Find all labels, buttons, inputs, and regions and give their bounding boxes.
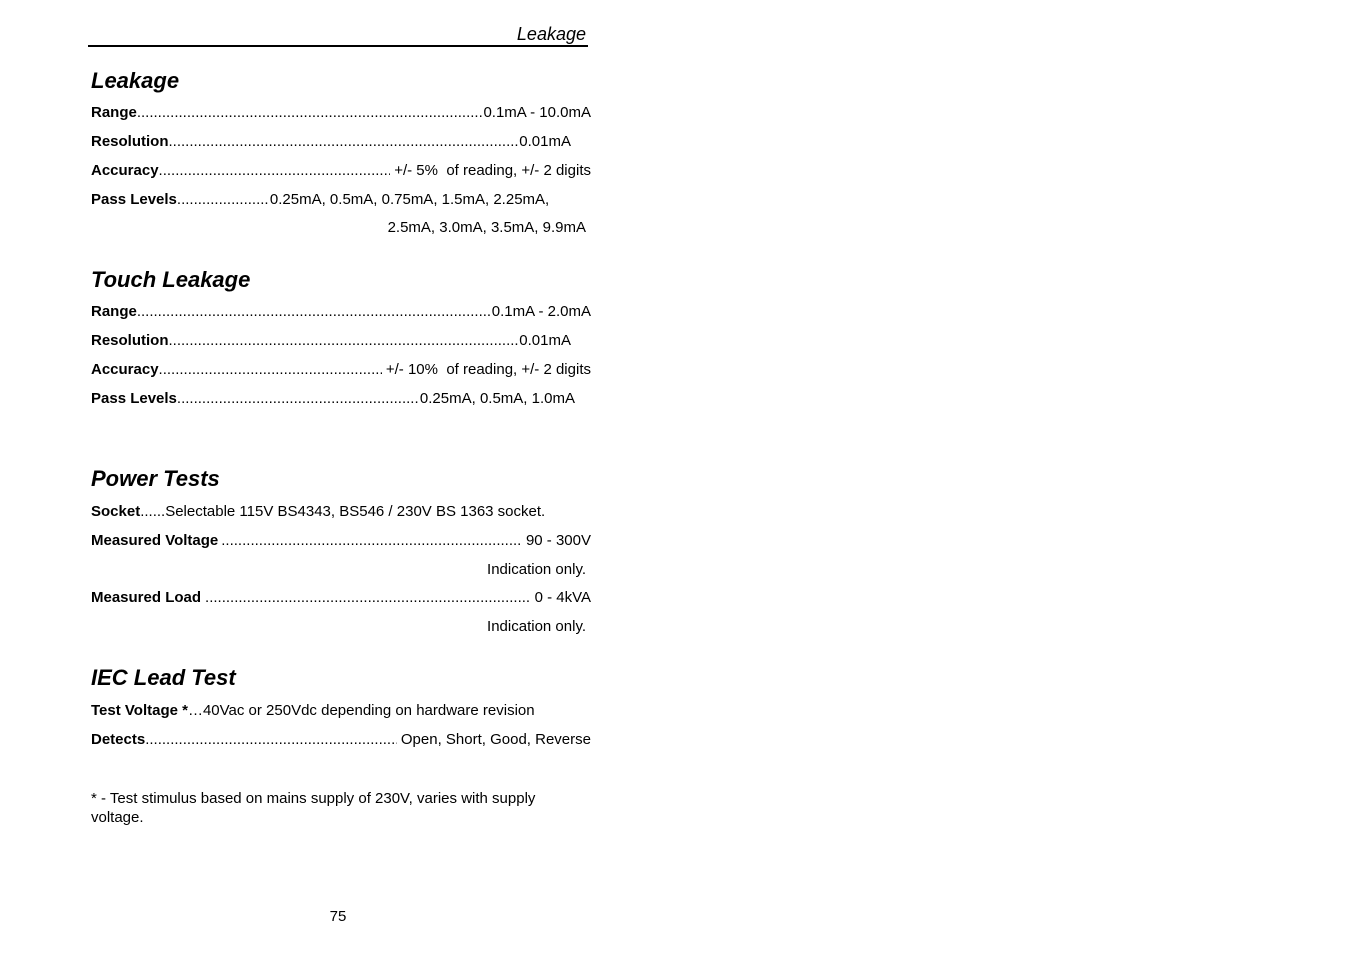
spec-value: ......Selectable 115V BS4343, BS546 / 230V BS 1363 socket. (140, 503, 546, 520)
header-rule (88, 45, 588, 47)
leader-dots (137, 104, 484, 122)
spec-row-leakage-range (91, 104, 591, 122)
spec-value: 0.1mA - 10.0mA (483, 104, 591, 121)
spec-row-iec-test-voltage (91, 702, 535, 720)
spec-value: 90 - 300V (521, 532, 591, 549)
spec-label: Range (91, 303, 137, 320)
spec-row-iec-detects (91, 731, 591, 749)
spec-value: 0.01mA (519, 133, 571, 150)
spec-value: 0.1mA - 2.0mA (491, 303, 591, 320)
leader-dots (145, 731, 397, 749)
running-header-title: Leakage (516, 24, 586, 44)
spec-row-touch-accuracy (91, 361, 591, 379)
page-number: 75 (329, 908, 347, 925)
spec-label: Measured Voltage (91, 532, 219, 549)
leader-dots (221, 532, 522, 550)
spec-value: 0 - 4kVA (530, 589, 591, 606)
spec-row-power-socket (91, 503, 545, 521)
leader-dots (137, 303, 492, 321)
section-title-power-tests: Power Tests (91, 466, 220, 491)
spec-row-touch-resolution (91, 332, 571, 350)
spec-row-power-measured-voltage (91, 532, 591, 550)
spec-row-leakage-resolution (91, 133, 571, 151)
spec-value: 0.25mA, 0.5mA, 1.0mA (419, 390, 575, 407)
spec-label: Detects (91, 731, 146, 748)
spec-label: Accuracy (91, 162, 159, 179)
spec-continuation-leakage-pass-levels: 2.5mA, 3.0mA, 3.5mA, 9.9mA (387, 219, 586, 236)
leader-dots (205, 589, 530, 607)
spec-label: Measured Load (91, 589, 202, 606)
spec-row-leakage-accuracy (91, 162, 591, 180)
leader-dots (159, 361, 382, 379)
spec-value: 0.25mA, 0.5mA, 0.75mA, 1.5mA, 2.25mA, (269, 191, 550, 208)
leader-dots (159, 162, 391, 180)
spec-row-touch-pass-levels (91, 390, 575, 408)
spec-label: Accuracy (91, 361, 159, 378)
spec-continuation-measured-voltage: Indication only. (487, 561, 586, 578)
leader-dots (177, 390, 420, 408)
footnote: * - Test stimulus based on mains supply of 230V, varies with supply voltage. (91, 790, 536, 826)
section-title-touch-leakage: Touch Leakage (91, 267, 251, 292)
spec-label: Resolution (91, 133, 169, 150)
spec-label: Pass Levels (91, 191, 177, 208)
spec-value: …40Vac or 250Vdc depending on hardware revision (187, 702, 535, 719)
spec-label: Test Voltage * (91, 702, 188, 719)
section-title-iec-lead-test: IEC Lead Test (91, 665, 236, 690)
spec-row-power-measured-load (91, 589, 591, 607)
spec-label: Range (91, 104, 137, 121)
spec-label: Pass Levels (91, 390, 177, 407)
leader-dots (177, 191, 270, 209)
spec-value: Open, Short, Good, Reverse (396, 731, 591, 748)
spec-row-touch-range (91, 303, 591, 321)
spec-value: 0.01mA (519, 332, 571, 349)
spec-value: +/- 10% of reading, +/- 2 digits (381, 361, 591, 378)
spec-continuation-measured-load: Indication only. (487, 618, 586, 635)
spec-value: +/- 5% of reading, +/- 2 digits (390, 162, 591, 179)
leader-dots (169, 133, 520, 151)
leader-dots (169, 332, 520, 350)
section-title-leakage: Leakage (91, 68, 180, 93)
spec-label: Resolution (91, 332, 169, 349)
spec-row-leakage-pass-levels (91, 191, 574, 209)
spec-label: Socket (91, 503, 141, 520)
